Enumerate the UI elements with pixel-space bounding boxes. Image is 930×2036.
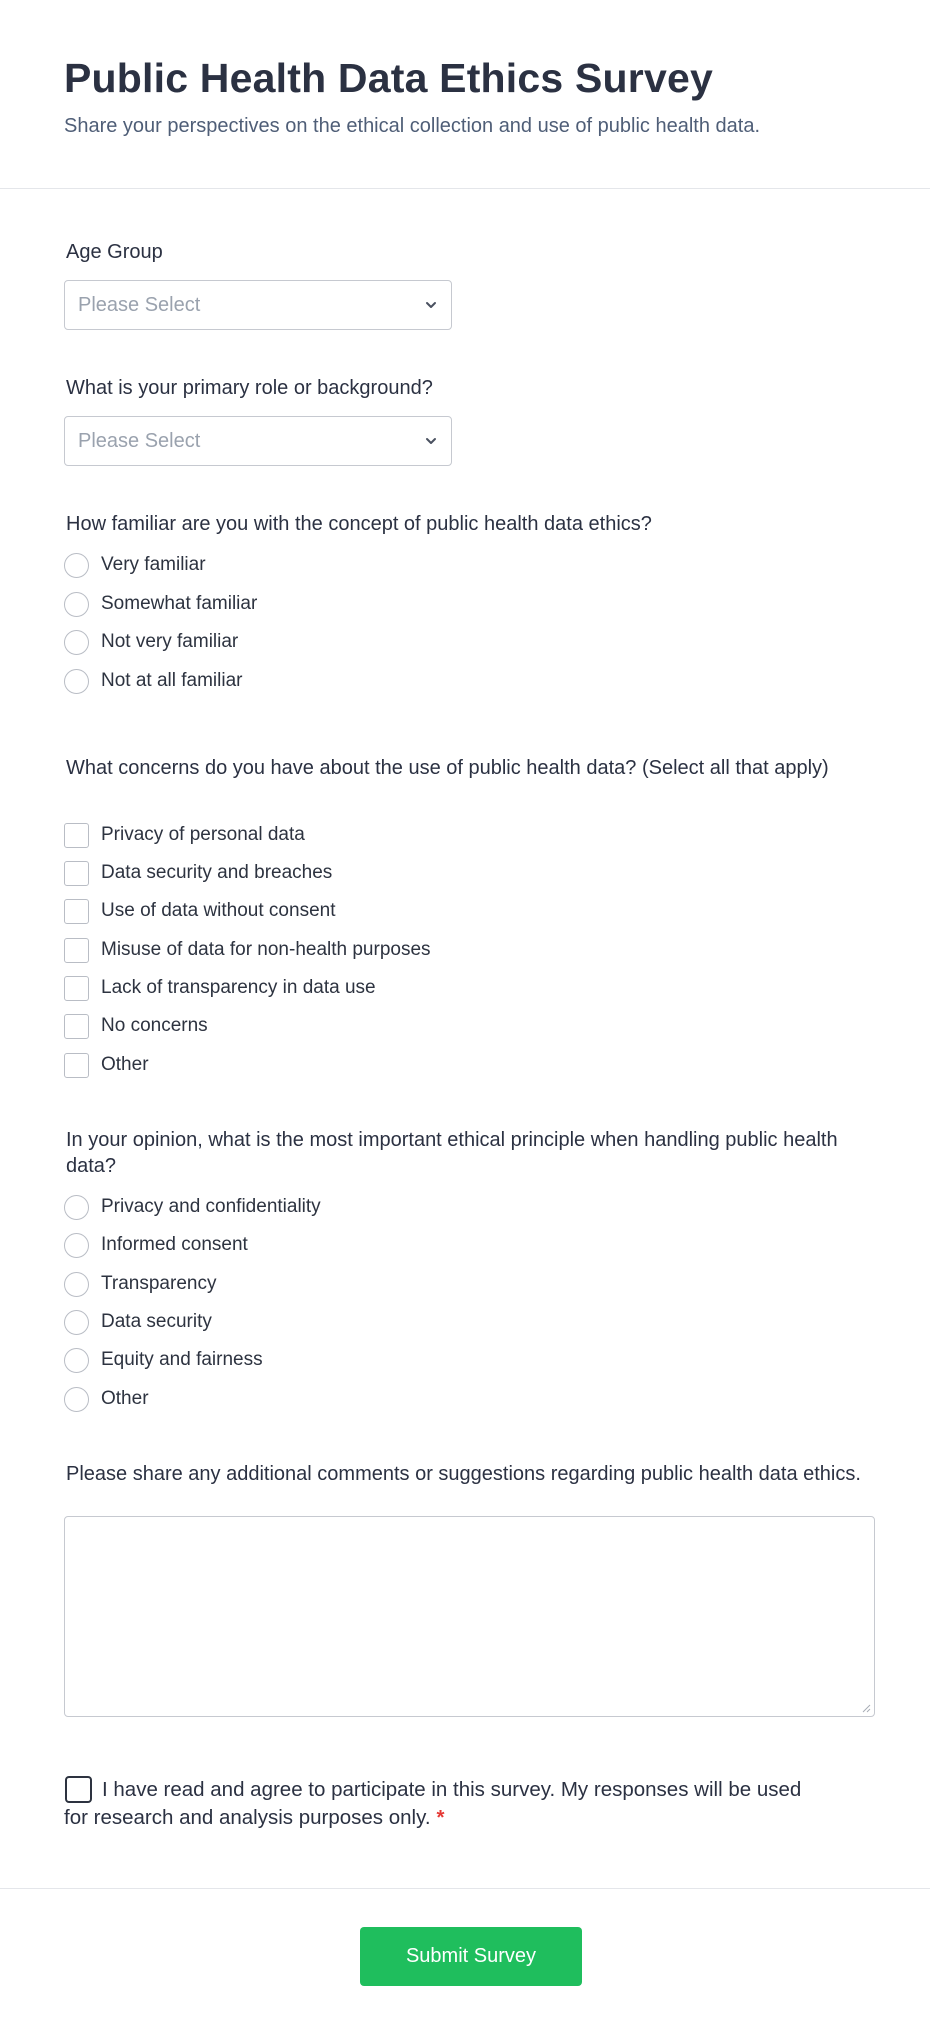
radio-button[interactable] (64, 1310, 89, 1335)
checkbox[interactable] (64, 899, 89, 924)
familiarity-option[interactable] (64, 591, 257, 617)
role-label: What is your primary role or background? (66, 377, 433, 399)
page-title: Public Health Data Ethics Survey (64, 55, 713, 101)
option-label: Not at all familiar (101, 670, 243, 691)
option-label: No concerns (101, 1015, 208, 1036)
radio-button[interactable] (64, 553, 89, 578)
comments-label: Please share any additional comments or suggestions regarding public health data ethics. (66, 1463, 861, 1485)
option-label: Data security (101, 1311, 212, 1332)
radio-button[interactable] (64, 1387, 89, 1412)
radio-button[interactable] (64, 630, 89, 655)
option-label: Use of data without consent (101, 900, 336, 921)
concerns-option[interactable] (64, 937, 431, 963)
concerns-option[interactable] (64, 898, 335, 924)
familiarity-label: How familiar are you with the concept of public health data ethics? (66, 513, 652, 535)
radio-button[interactable] (64, 1195, 89, 1220)
concerns-option[interactable] (64, 1052, 149, 1078)
age-group-placeholder: Please Select (78, 293, 201, 316)
resize-grip-icon[interactable] (861, 1703, 871, 1713)
principle-option[interactable] (64, 1232, 248, 1258)
survey-header (0, 0, 930, 189)
option-label: Transparency (101, 1273, 217, 1294)
footer-divider (0, 1888, 930, 1889)
radio-button[interactable] (64, 1348, 89, 1373)
concerns-option[interactable] (64, 860, 332, 886)
principle-option[interactable] (64, 1386, 149, 1412)
option-label: Not very familiar (101, 631, 239, 652)
consent-statement: I have read and agree to participate in this survey. My responses will be used for research and analysis purposes only. (64, 1778, 802, 1829)
chevron-down-icon (424, 298, 438, 312)
submit-survey-button[interactable]: Submit Survey (360, 1927, 582, 1986)
concerns-option[interactable] (64, 1013, 208, 1039)
principle-label: In your opinion, what is the most important ethical principle when handling public health data? (66, 1129, 838, 1177)
checkbox[interactable] (64, 1053, 89, 1078)
option-label: Misuse of data for non-health purposes (101, 939, 431, 960)
checkbox[interactable] (64, 976, 89, 1001)
radio-button[interactable] (64, 592, 89, 617)
option-label: Privacy and confidentiality (101, 1196, 321, 1217)
familiarity-option[interactable] (64, 552, 206, 578)
principle-option[interactable] (64, 1194, 321, 1220)
option-label: Privacy of personal data (101, 824, 305, 845)
role-placeholder: Please Select (78, 429, 201, 452)
familiarity-option[interactable] (64, 668, 243, 694)
option-label: Lack of transparency in data use (101, 977, 376, 998)
comments-textarea[interactable] (64, 1516, 875, 1717)
option-label: Somewhat familiar (101, 593, 258, 614)
role-select[interactable] (64, 416, 452, 466)
option-label: Data security and breaches (101, 862, 333, 883)
option-label: Informed consent (101, 1234, 248, 1255)
option-label: Other (101, 1388, 149, 1409)
page-subtitle: Share your perspectives on the ethical collection and use of public health data. (64, 115, 760, 137)
age-group-label: Age Group (66, 241, 163, 263)
principle-option[interactable] (64, 1309, 212, 1335)
checkbox[interactable] (64, 1014, 89, 1039)
concerns-option[interactable] (64, 975, 376, 1001)
option-label: Very familiar (101, 554, 206, 575)
concerns-option[interactable] (64, 822, 305, 848)
familiarity-option[interactable] (64, 629, 238, 655)
radio-button[interactable] (64, 1233, 89, 1258)
chevron-down-icon (424, 434, 438, 448)
radio-button[interactable] (64, 669, 89, 694)
radio-button[interactable] (64, 1272, 89, 1297)
age-group-select[interactable] (64, 280, 452, 330)
concerns-label: What concerns do you have about the use of public health data? (Select all that apply) (66, 757, 829, 779)
principle-option[interactable] (64, 1271, 216, 1297)
checkbox[interactable] (64, 823, 89, 848)
option-label: Equity and fairness (101, 1349, 263, 1370)
checkbox[interactable] (64, 861, 89, 886)
required-mark: * (436, 1806, 445, 1829)
consent-text (64, 1776, 804, 1832)
checkbox[interactable] (64, 938, 89, 963)
option-label: Other (101, 1054, 149, 1075)
principle-option[interactable] (64, 1347, 263, 1373)
